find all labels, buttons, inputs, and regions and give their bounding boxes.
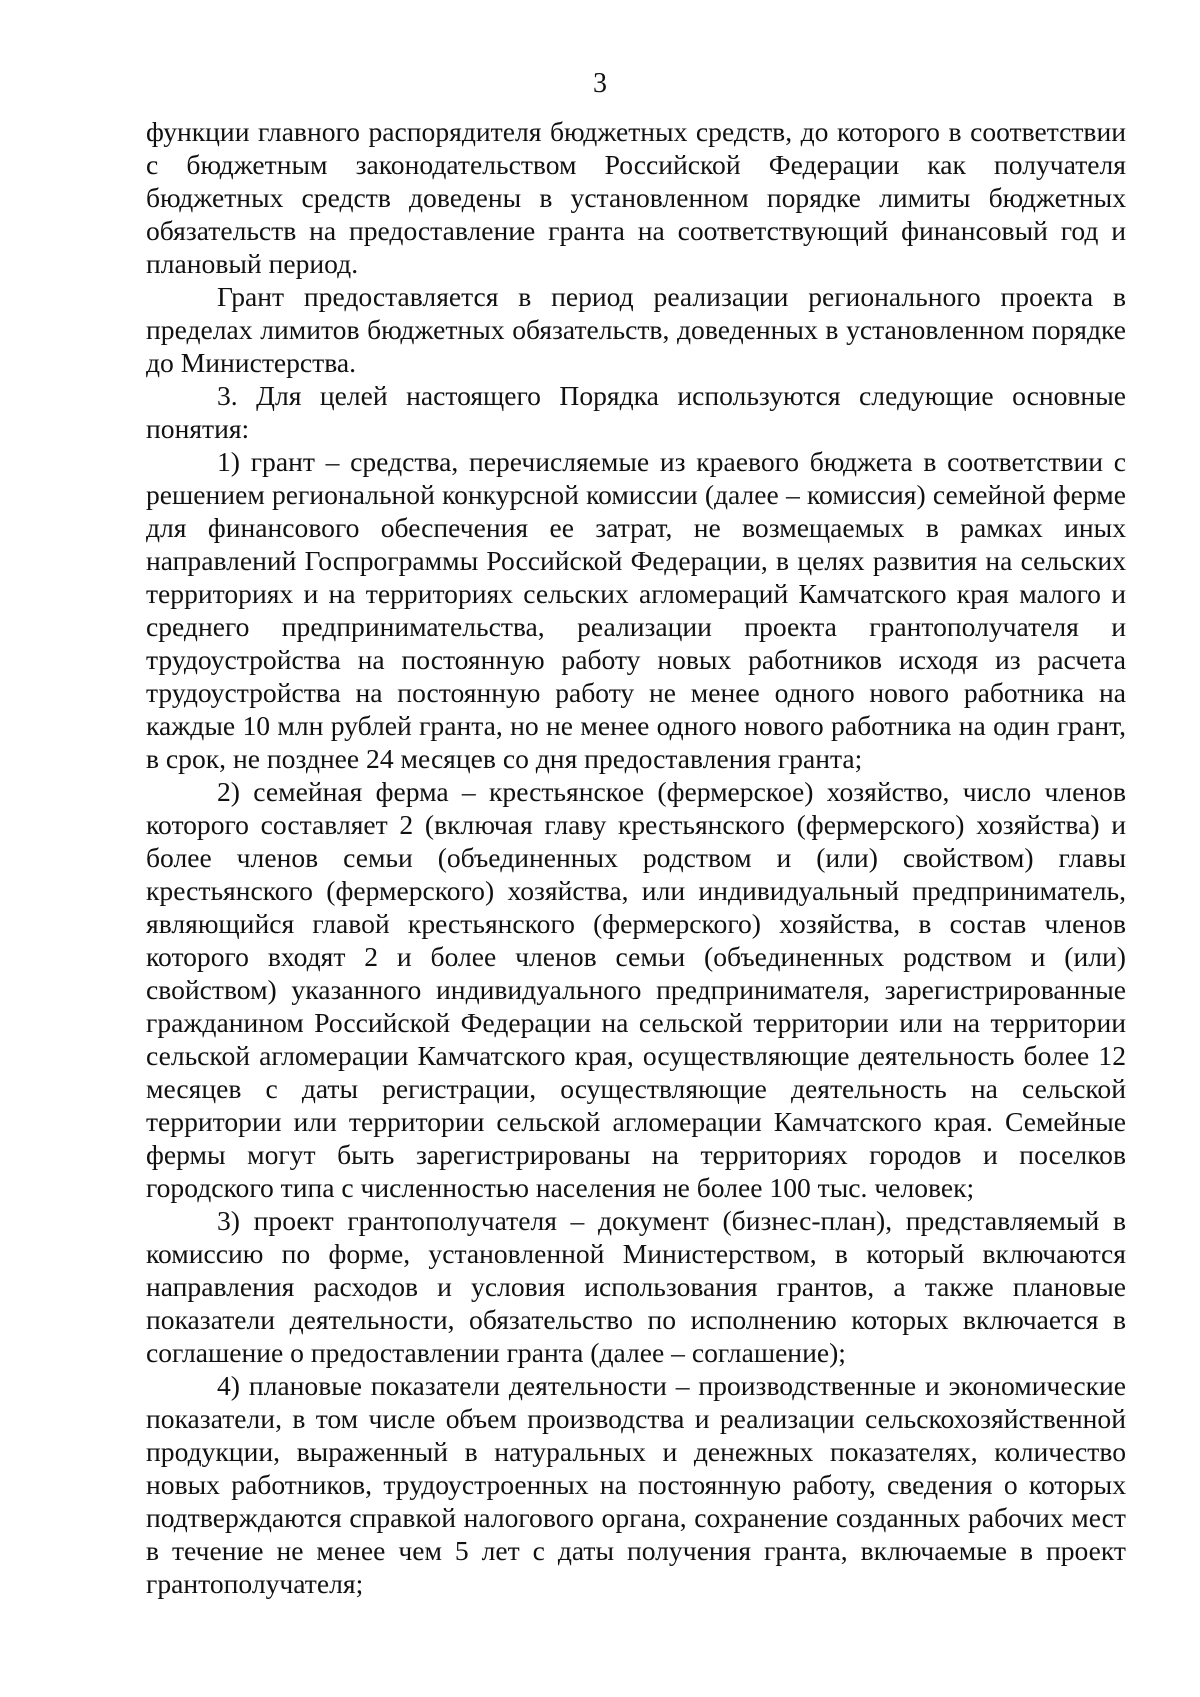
paragraph-definition-indicators: 4) плановые показатели деятельности – производственные и экономические показатели, в том числе объем производства и реализации сельскохозяйственной продукции, выраженный в натуральных и денежных показателях, количество новых работников, трудоустроенных на постоянную работу, сведения о которых подтверждаются справкой налогового органа, сохранение созданных рабочих мест в течение не менее чем 5 лет с даты получения гранта, включаемые в проект грантополучателя;	[146, 1370, 1126, 1599]
paragraph-1: функции главного распорядителя бюджетных средств, до которого в соответствии с бюджетным законодательством Российской Федерации как получателя бюджетных средств доведены в установленном порядке лимиты бюджетных обязательств на предоставление гранта на соответствующий финансовый год и плановый период.	[146, 116, 1126, 279]
paragraph-3: 3. Для целей настоящего Порядка используются следующие основные понятия:	[146, 380, 1126, 444]
paragraph-definition-project: 3) проект грантополучателя – документ (бизнес-план), представляемый в комиссию по форме, установленной Министерством, в который включаются направления расходов и условия использования грантов, а также плановые показатели деятельности, обязательство по исполнению которых включается в соглашение о предоставлении гранта (далее – соглашение);	[146, 1205, 1126, 1368]
paragraph-definition-grant: 1) грант – средства, перечисляемые из краевого бюджета в соответствии с решением региональной конкурсной комиссии (далее – комиссия) семейной ферме для финансового обеспечения ее затрат, не возмещаемых в рамках иных направлений Госпрограммы Российской Федерации, в целях развития на сельских территориях и на территориях сельских агломераций Камчатского края малого и среднего предпринимательства, реализации проекта грантополучателя и трудоустройства на постоянную работу новых работников исходя из расчета трудоустройства на постоянную работу не менее одного нового работника на каждые 10 млн рублей гранта, но не менее одного нового работника на один грант, в срок, не позднее 24 месяцев со дня предоставления гранта;	[146, 446, 1126, 774]
document-body	[146, 115, 1126, 1600]
paragraph-definition-family-farm: 2) семейная ферма – крестьянское (фермерское) хозяйство, число членов которого составляет 2 (включая главу крестьянского (фермерского) хозяйства) и более членов семьи (объединенных родством и (или) свойством) главы крестьянского (фермерского) хозяйства, или индивидуальный предприниматель, являющийся главой крестьянского (фермерского) хозяйства, в состав членов которого входят 2 и более членов семьи (объединенных родством и (или) свойством) указанного индивидуального предпринимателя, зарегистрированные гражданином Российской Федерации на сельской территории или на территории сельской агломерации Камчатского края, осуществляющие деятельность более 12 месяцев с даты регистрации, осуществляющие деятельность на сельской территории или территории сельской агломерации Камчатского края. Семейные фермы могут быть зарегистрированы на территориях городов и поселков городского типа с численностью населения не более 100 тыс. человек;	[146, 776, 1126, 1203]
paragraph-2: Грант предоставляется в период реализации регионального проекта в пределах лимитов бюджетных обязательств, доведенных в установленном порядке до Министерства.	[146, 281, 1126, 378]
page-number: 3	[593, 68, 607, 99]
